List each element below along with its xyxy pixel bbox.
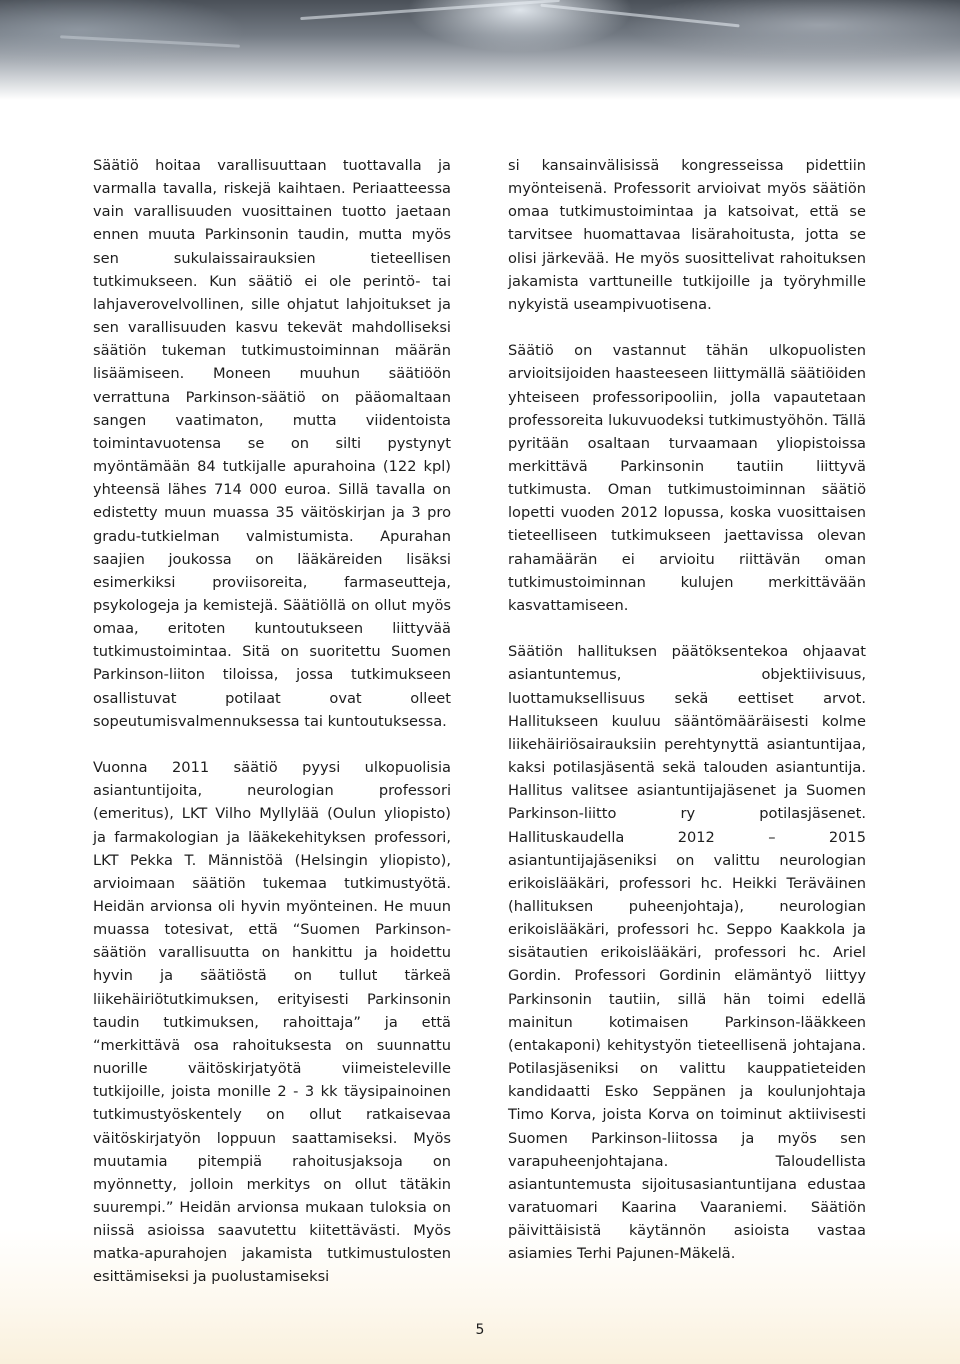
body-paragraph: Vuonna 2011 säätiö pyysi ulkopuolisia asiantuntijoita, neurologian professori (emeritus), LKT Vilho Myllylää (Oulun yliopisto) ja farmakologian ja lääkekehityksen professori, LKT Pekka T. Männistöä (Helsingin yliopisto), arvioimaan säätiön tukemaa tutkimustyötä. Heidän arvionsa oli hyvin myönteinen. He muun muassa totesivat, että “Suomen Parkinson-säätiön varallisuutta on hankittu ja hoidettu hyvin ja säätiöstä on tullut tärkeä liikehäiriötutkimuksen, erityisesti Parkinsonin taudin tutkimuksen, rahoittaja” ja että “merkittävä osa rahoituksesta on suunnattu nuorille väitöskirjatyötä viimeisteleville tutkijoille, joista monille 2 - 3 kk täysipainoinen tutkimustyöskentely on ollut ratkaisevaa väitöskirjatyön loppuun saattamiseksi. Myös muutamia pitempiä rahoitusjaksoja on myönnetty, jolloin merkitys on ollut tätäkin suurempi.” Heidän arvionsa mukaan tuloksia on niissä asioissa saavutettu kiitettävästi. Myös matka-apurahojen jakamista tutkimustulosten esittämiseksi ja puolustamiseksi [93, 759, 451, 1286]
body-paragraph: Säätiön hallituksen päätöksentekoa ohjaavat asiantuntemus, objektiivisuus, luottamuksellisuus sekä eettiset arvot. Hallitukseen kuuluu sääntömääräisesti kolme liikehäiriösairauksiin perehtynyttä asiantuntijaa, kaksi potilasjäsentä sekä talouden asiantuntija. Hallitus valitsee asiantuntijajäsenet ja Suomen Parkinson-liitto ry potilasjäsenet. Hallituskaudella 2012 – 2015 asiantuntijajäseniksi on valittu neurologian erikoislääkäri, professori hc. Heikki Teräväinen (hallituksen puheenjohtaja), neurologian erikoislääkäri, professori hc. Seppo Kaakkola ja sisätautien erikoislääkäri, professori hc. Ariel Gordin. Professori Gordinin elämäntyö liittyy Parkinsonin tautiin, sillä hän toimi edellä mainitun kotimaisen Parkinson-lääkkeen (entakaponi) kehitystyön tieteellisenä johtajana. Potilasjäseniksi on valittu kauppatieteiden kandidaatti Esko Seppänen ja koulunjohtaja Timo Korva, joista Korva on toiminut aktiivisesti Suomen Parkinson-liitossa ja myös sen varapuheenjohtajana. Taloudellista asiantuntemusta sijoitusasiantuntijana edustaa varatuomari Kaarina Vaaraniemi. Säätiön päivittäisistä käytännön asioista vastaa asiamies Terhi Pajunen-Mäkelä. [508, 643, 866, 1263]
banner-strand-decoration [540, 4, 739, 28]
header-banner-image [0, 0, 960, 100]
body-paragraph: Säätiö hoitaa varallisuuttaan tuottavalla ja varmalla tavalla, riskejä kaihtaen. Periaatteessa vain varallisuuden vuosittainen tuotto jaetaan ennen muuta Parkinsonin taudin, mutta myös sen sukulaissairauksien tieteellisen tutkimukseen. Kun säätiö ei ole perintö- tai lahjaverovelvollinen, sille ohjatut lahjoitukset ja sen varallisuuden kasvu tekevät mahdolliseksi säätiön tukeman tutkimustoiminnan määrän lisäämiseen. Moneen muuhun säätiöön verrattuna Parkinson-säätiö on pääomaltaan sangen vaatimaton, mutta viidentoista toimintavuotensa se on silti pystynyt myöntämään 84 tutkijalle apurahoina (122 kpl) yhteensä lähes 714 000 euroa. Sillä tavalla on edistetty muun muassa 35 väitöskirjan ja 3 pro gradu-tutkielman valmistumista. Apurahan saajien joukossa on lääkäreiden lisäksi esimerkiksi proviisoreita, farmaseutteja, psykologeja ja kemistejä. Säätiöllä on ollut myös omaa, eritoten kuntoutukseen liittyvää tutkimustoimintaa. Sitä on suoritettu Suomen Parkinson-liiton tiloissa, jossa tutkimukseen osallistuvat potilaat ovat olleet sopeutumisvalmennuksessa tai kuntoutuksessa. [93, 157, 451, 730]
right-text-column [508, 154, 866, 1265]
banner-strand-decoration [300, 0, 560, 20]
left-text-column [93, 154, 451, 1289]
body-paragraph: si kansainvälisissä kongresseissa pidettiin myönteisenä. Professorit arvioivat myös säätiön omaa tutkimustoimintaa ja katsoivat, että se tarvitsee huomattavaa lisärahoitusta, jotta se olisi järkevää. He myös suosittelivat rahoituksen jakamista varttuneille tutkijoille ja työryhmille nykyistä useampivuotisena. [508, 157, 866, 313]
page-number: 5 [475, 1322, 485, 1338]
body-paragraph: Säätiö on vastannut tähän ulkopuolisten arvioitsijoiden haasteeseen liittymällä säätiöiden yhteiseen professoripooliin, jolla vapautetaan professoreita lukuvuodeksi tutkimustyöhön. Tällä pyritään osaltaan turvaamaan yliopistoissa merkittävä Parkinsonin tautiin liittyvä tutkimusta. Oman tutkimustoiminnan säätiö lopetti vuoden 2012 lopussa, koska vuosittaisen tieteelliseen tutkimukseen jaettavissa olevan rahamäärän ei arvioitu riittävän oman tutkimustoiminnan kulujen merkittävään kasvattamiseen. [508, 342, 866, 614]
banner-strand-decoration [60, 35, 240, 47]
